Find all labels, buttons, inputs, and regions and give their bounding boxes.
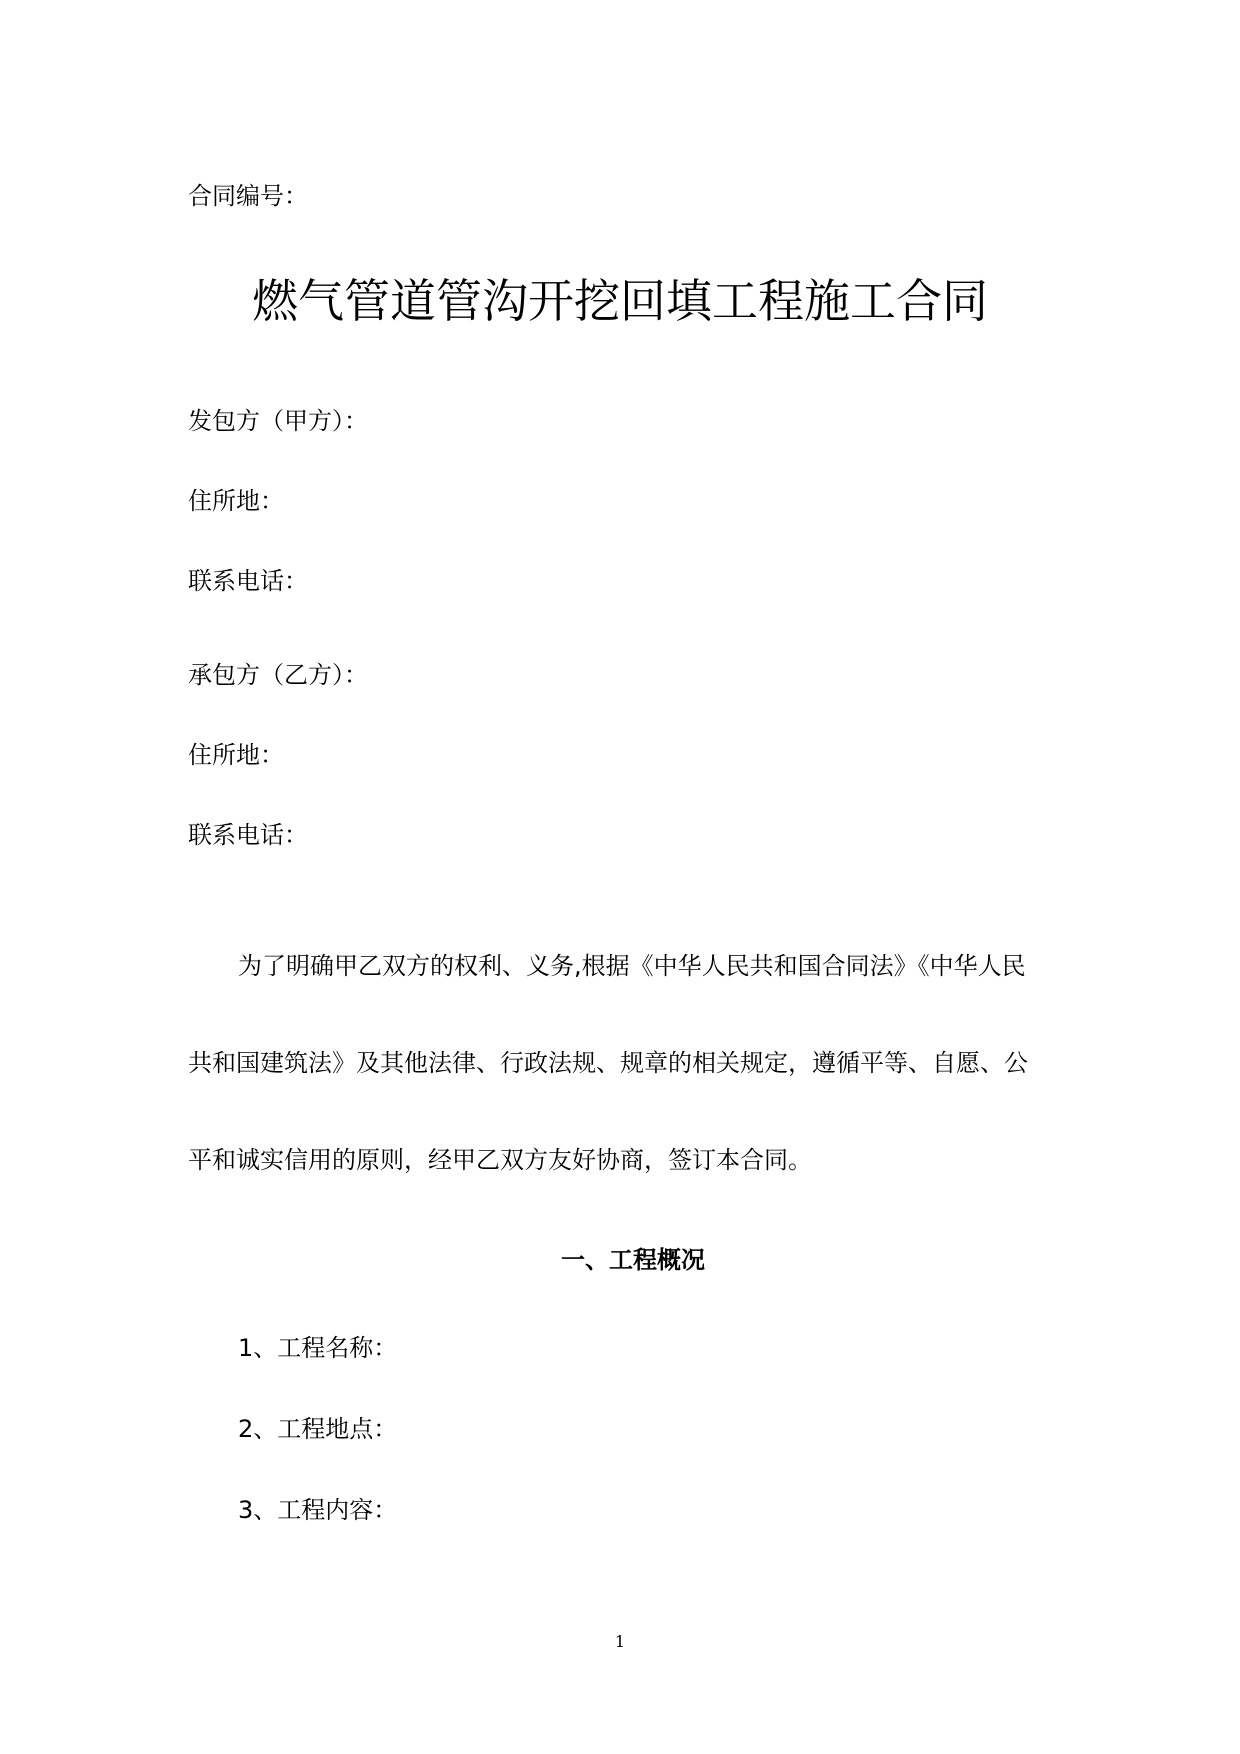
document-title: 燃气管道管沟开挖回填工程施工合同 [252, 274, 988, 328]
preamble-line-1: 为了明确甲乙双方的权利、义务,根据《中华人民共和国合同法》《中华人民 [238, 952, 1026, 980]
preamble-line-3: 平和诚实信用的原则，经甲乙双方友好协商，签订本合同。 [188, 1146, 812, 1174]
party-b-label: 承包方（乙方）： [188, 661, 368, 689]
page-number: 1 [614, 1632, 626, 1651]
contract-number-label: 合同编号： [188, 182, 308, 210]
project-content-label: 3、工程内容： [238, 1496, 398, 1524]
party-a-address-label: 住所地： [188, 487, 284, 515]
section-heading-project-overview: 一、工程概况 [561, 1246, 705, 1274]
party-b-phone-label: 联系电话： [188, 821, 308, 849]
party-b-address-label: 住所地： [188, 741, 284, 769]
project-location-label: 2、工程地点： [238, 1415, 398, 1443]
party-a-phone-label: 联系电话： [188, 567, 308, 595]
preamble-line-2: 共和国建筑法》及其他法律、行政法规、规章的相关规定，遵循平等、自愿、公 [188, 1049, 1028, 1077]
project-name-label: 1、工程名称： [238, 1334, 398, 1362]
party-a-label: 发包方（甲方）： [188, 407, 368, 435]
